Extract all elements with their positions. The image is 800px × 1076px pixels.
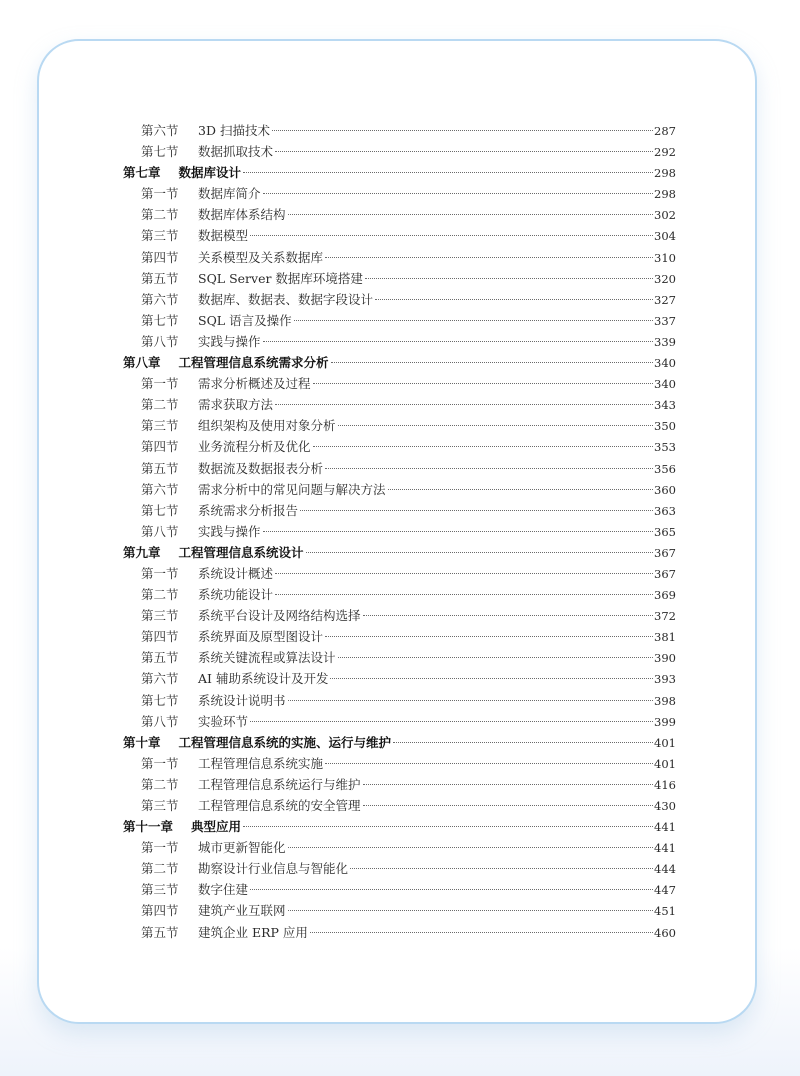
toc-section-entry[interactable] [123, 436, 676, 457]
toc-entry-number: 第七章 [123, 165, 161, 181]
toc-section-entry[interactable] [123, 668, 676, 689]
dot-leader [306, 552, 654, 553]
toc-section-entry[interactable] [123, 626, 676, 647]
dot-leader [263, 531, 654, 532]
dot-leader [330, 678, 653, 679]
toc-entry-title: 实验环节 [198, 713, 249, 729]
toc-page-number: 367 [654, 545, 676, 560]
toc-entry-title: 工程管理信息系统实施 [198, 755, 324, 771]
toc-entry-number: 第一节 [141, 840, 179, 856]
toc-entry-number: 第一节 [141, 376, 179, 392]
toc-entry-number: 第七节 [141, 144, 179, 160]
toc-page-number: 393 [654, 672, 676, 687]
toc-page-number: 369 [654, 588, 676, 603]
dot-leader [310, 932, 653, 933]
toc-entry-title: 实践与操作 [198, 523, 261, 539]
toc-entry-number: 第九章 [123, 544, 161, 560]
toc-entry-title: 数据抓取技术 [198, 144, 274, 160]
toc-entry-number: 第四节 [141, 629, 179, 645]
dot-leader [243, 172, 653, 173]
toc-section-entry[interactable] [123, 711, 676, 732]
toc-page-number: 416 [654, 777, 676, 792]
toc-section-entry[interactable] [123, 247, 676, 268]
toc-section-entry[interactable] [123, 268, 676, 289]
toc-entry-title: 数据库简介 [198, 186, 261, 202]
dot-leader [272, 130, 653, 131]
dot-leader [325, 468, 653, 469]
toc-entry-number: 第十一章 [123, 819, 174, 835]
dot-leader [250, 889, 653, 890]
toc-page-number: 381 [654, 630, 676, 645]
toc-page-number: 340 [654, 356, 676, 371]
dot-leader [363, 615, 654, 616]
toc-entry-number: 第八章 [123, 355, 161, 371]
toc-entry-title: 系统需求分析报告 [198, 502, 299, 518]
dot-leader [275, 573, 653, 574]
dot-leader [294, 320, 653, 321]
toc-entry-title: 数据库体系结构 [198, 207, 286, 223]
dot-leader [288, 847, 654, 848]
toc-chapter-entry[interactable] [123, 542, 676, 563]
toc-section-entry[interactable] [123, 394, 676, 415]
toc-entry-title: 工程管理信息系统设计 [178, 544, 304, 560]
toc-section-entry[interactable] [123, 479, 676, 500]
toc-entry-title: 数据库设计 [178, 165, 242, 181]
toc-page-number: 444 [654, 862, 676, 877]
toc-entry-title: 工程管理信息系统的实施、运行与维护 [178, 734, 392, 750]
dot-leader [263, 193, 654, 194]
toc-page-number: 350 [654, 419, 676, 434]
toc-chapter-entry[interactable] [123, 732, 676, 753]
toc-section-entry[interactable] [123, 204, 676, 225]
toc-page-number: 320 [654, 271, 676, 286]
toc-page-number: 441 [654, 820, 676, 835]
toc-section-entry[interactable] [123, 647, 676, 668]
dot-leader [300, 510, 653, 511]
toc-page-number: 353 [654, 440, 676, 455]
toc-section-entry[interactable] [123, 774, 676, 795]
toc-entry-title: 系统关键流程或算法设计 [198, 650, 336, 666]
dot-leader [275, 151, 653, 152]
toc-page-number: 451 [654, 904, 676, 919]
toc-entry-number: 第十章 [123, 734, 161, 750]
toc-section-entry[interactable] [123, 521, 676, 542]
toc-entry-number: 第八节 [141, 523, 179, 539]
toc-entry-title: 需求分析中的常见问题与解决方法 [198, 481, 386, 497]
toc-section-entry[interactable] [123, 753, 676, 774]
toc-entry-title: 3D 扫描技术 [198, 123, 270, 138]
table-of-contents [123, 120, 676, 943]
toc-section-entry[interactable] [123, 120, 676, 141]
toc-page-number: 298 [654, 166, 676, 181]
toc-page-number: 337 [654, 313, 676, 328]
toc-entry-title: 系统平台设计及网络结构选择 [198, 608, 361, 624]
toc-entry-number: 第六节 [141, 481, 179, 497]
toc-entry-number: 第七节 [141, 692, 179, 708]
toc-page-number: 401 [654, 756, 676, 771]
toc-entry-number: 第五节 [141, 924, 179, 940]
toc-entry-title: 勘察设计行业信息与智能化 [198, 861, 349, 877]
toc-page-number: 298 [654, 187, 676, 202]
toc-entry-title: SQL Server 数据库环境搭建 [198, 270, 363, 286]
toc-entry-title: 数据库、数据表、数据字段设计 [198, 291, 374, 307]
dot-leader [338, 425, 654, 426]
toc-entry-title: 工程管理信息系统运行与维护 [198, 776, 361, 792]
toc-entry-title: 系统界面及原型图设计 [198, 629, 324, 645]
toc-page-number: 390 [654, 651, 676, 666]
toc-entry-title: 实践与操作 [198, 333, 261, 349]
dot-leader [313, 446, 654, 447]
toc-page-number: 441 [654, 841, 676, 856]
toc-entry-number: 第五节 [141, 270, 179, 286]
toc-page-number: 302 [654, 208, 676, 223]
dot-leader [325, 763, 653, 764]
toc-entry-number: 第八节 [141, 333, 179, 349]
toc-page-number: 339 [654, 334, 676, 349]
toc-entry-number: 第四节 [141, 249, 179, 265]
toc-entry-number: 第三节 [141, 418, 179, 434]
dot-leader [388, 489, 654, 490]
toc-chapter-entry[interactable] [123, 352, 676, 373]
toc-section-entry[interactable] [123, 690, 676, 711]
toc-entry-title: 城市更新智能化 [198, 840, 286, 856]
toc-page-number: 398 [654, 693, 676, 708]
toc-section-entry[interactable] [123, 858, 676, 879]
toc-section-entry[interactable] [123, 225, 676, 246]
toc-page-number: 367 [654, 566, 676, 581]
toc-entry-number: 第六节 [141, 291, 179, 307]
toc-entry-title: 系统功能设计 [198, 587, 274, 603]
toc-entry-title: 建筑企业 ERP 应用 [198, 924, 308, 940]
toc-entry-number: 第二节 [141, 861, 179, 877]
dot-leader [365, 278, 653, 279]
dot-leader [275, 404, 653, 405]
toc-chapter-entry[interactable] [123, 162, 676, 183]
toc-section-entry[interactable] [123, 141, 676, 162]
toc-entry-number: 第四节 [141, 903, 179, 919]
toc-entry-title: 数字住建 [198, 882, 249, 898]
toc-entry-number: 第七节 [141, 312, 179, 328]
dot-leader [325, 257, 653, 258]
toc-section-entry[interactable] [123, 373, 676, 394]
dot-leader [263, 341, 654, 342]
toc-page-number: 343 [654, 398, 676, 413]
toc-section-entry[interactable] [123, 605, 676, 626]
toc-entry-number: 第一节 [141, 755, 179, 771]
dot-leader [393, 742, 653, 743]
toc-entry-title: 组织架构及使用对象分析 [198, 418, 336, 434]
toc-entry-title: 业务流程分析及优化 [198, 439, 311, 455]
toc-section-entry[interactable] [123, 563, 676, 584]
toc-entry-title: AI 辅助系统设计及开发 [198, 671, 329, 687]
toc-entry-number: 第二节 [141, 776, 179, 792]
toc-entry-number: 第一节 [141, 565, 179, 581]
toc-entry-title: 系统设计概述 [198, 565, 274, 581]
toc-entry-number: 第六节 [141, 123, 179, 138]
dot-leader [350, 868, 653, 869]
toc-entry-title: 工程管理信息系统需求分析 [178, 355, 329, 371]
toc-section-entry[interactable] [123, 837, 676, 858]
toc-entry-title: 数据流及数据报表分析 [198, 460, 324, 476]
dot-leader [288, 700, 654, 701]
toc-section-entry[interactable] [123, 922, 676, 943]
toc-section-entry[interactable] [123, 331, 676, 352]
toc-page-number: 399 [654, 714, 676, 729]
toc-entry-title: 工程管理信息系统的安全管理 [198, 798, 361, 813]
dot-leader [363, 784, 654, 785]
toc-entry-title: 典型应用 [191, 819, 242, 835]
toc-entry-title: 需求获取方法 [198, 397, 274, 413]
toc-entry-number: 第三节 [141, 608, 179, 624]
toc-page-number: 327 [654, 292, 676, 307]
toc-page-number: 460 [654, 925, 676, 940]
toc-page-number: 447 [654, 883, 676, 898]
toc-entry-number: 第一节 [141, 186, 179, 202]
dot-leader [243, 826, 653, 827]
toc-entry-number: 第四节 [141, 439, 179, 455]
toc-entry-number: 第七节 [141, 502, 179, 518]
dot-leader [288, 214, 654, 215]
toc-chapter-entry[interactable] [123, 816, 676, 837]
toc-page-number: 287 [654, 124, 676, 138]
toc-section-entry[interactable] [123, 289, 676, 310]
toc-section-entry[interactable] [123, 415, 676, 436]
toc-page-number: 401 [654, 735, 676, 750]
toc-entry-number: 第五节 [141, 650, 179, 666]
toc-section-entry[interactable] [123, 183, 676, 204]
dot-leader [375, 299, 653, 300]
toc-section-entry[interactable] [123, 900, 676, 921]
toc-page-number: 365 [654, 524, 676, 539]
toc-section-entry[interactable] [123, 795, 676, 816]
dot-leader [363, 805, 654, 806]
dot-leader [250, 235, 653, 236]
dot-leader [250, 721, 653, 722]
dot-leader [313, 383, 654, 384]
toc-page-number: 292 [654, 145, 676, 160]
dot-leader [275, 594, 653, 595]
toc-section-entry[interactable] [123, 584, 676, 605]
toc-page-number: 310 [654, 250, 676, 265]
dot-leader [331, 362, 654, 363]
toc-section-entry[interactable] [123, 879, 676, 900]
toc-entry-number: 第八节 [141, 713, 179, 729]
toc-entry-title: 建筑产业互联网 [198, 903, 286, 919]
toc-entry-title: 关系模型及关系数据库 [198, 249, 324, 265]
toc-section-entry[interactable] [123, 310, 676, 331]
toc-page-number: 430 [654, 799, 676, 813]
toc-page-number: 363 [654, 503, 676, 518]
toc-entry-number: 第三节 [141, 882, 179, 898]
dot-leader [338, 657, 654, 658]
toc-entry-number: 第六节 [141, 671, 179, 687]
toc-entry-title: SQL 语言及操作 [198, 312, 292, 328]
toc-page-number: 372 [654, 609, 676, 624]
toc-entry-number: 第二节 [141, 397, 179, 413]
toc-entry-number: 第三节 [141, 798, 179, 813]
toc-page-number: 360 [654, 482, 676, 497]
toc-entry-number: 第五节 [141, 460, 179, 476]
toc-page-number: 356 [654, 461, 676, 476]
toc-page-number: 340 [654, 377, 676, 392]
dot-leader [325, 636, 653, 637]
dot-leader [288, 910, 654, 911]
toc-section-entry[interactable] [123, 458, 676, 479]
toc-page-number: 304 [654, 229, 676, 244]
toc-entry-title: 系统设计说明书 [198, 692, 286, 708]
toc-entry-number: 第二节 [141, 207, 179, 223]
toc-entry-number: 第三节 [141, 228, 179, 244]
toc-entry-title: 数据模型 [198, 228, 249, 244]
toc-section-entry[interactable] [123, 500, 676, 521]
toc-entry-title: 需求分析概述及过程 [198, 376, 311, 392]
toc-entry-number: 第二节 [141, 587, 179, 603]
